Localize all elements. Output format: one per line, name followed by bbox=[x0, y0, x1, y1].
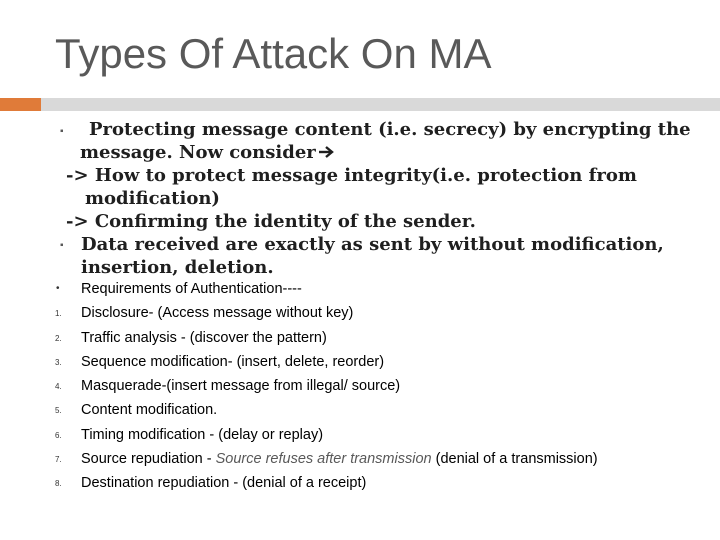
serif-line-1: Protecting message content (i.e. secrecy) by encrypting the bbox=[89, 119, 691, 140]
arrow-right-icon bbox=[318, 142, 334, 165]
serif-line-3: -> How to protect message integrity(i.e. protection from bbox=[66, 165, 637, 186]
list-item: Masquerade-(insert message from illegal/ source) bbox=[81, 378, 401, 394]
item-number: 3. bbox=[55, 358, 62, 367]
serif-line-4: modification) bbox=[85, 188, 220, 209]
item-text-part: Source repudiation - bbox=[81, 451, 216, 467]
accent-bar-orange bbox=[0, 98, 41, 111]
serif-line-2-text: message. Now consider bbox=[80, 142, 316, 163]
item-number: 7. bbox=[55, 455, 62, 464]
list-item: Content modification. bbox=[81, 402, 218, 418]
accent-bar-gray bbox=[41, 98, 720, 111]
item-number: 1. bbox=[55, 309, 62, 318]
item-number: 2. bbox=[55, 334, 62, 343]
item-number: 8. bbox=[55, 479, 62, 488]
list-item bbox=[81, 450, 598, 468]
list-item: Sequence modification- (insert, delete, reorder) bbox=[81, 354, 385, 370]
auth-heading: Requirements of Authentication---- bbox=[81, 281, 302, 297]
serif-line-7: insertion, deletion. bbox=[81, 257, 274, 278]
item-text-italic: Source refuses after transmission bbox=[215, 451, 432, 467]
item-number: 5. bbox=[55, 406, 62, 415]
list-item: Destination repudiation - (denial of a receipt) bbox=[81, 475, 367, 491]
bullet-dot: • bbox=[56, 283, 60, 294]
list-item: Timing modification - (delay or replay) bbox=[81, 427, 324, 443]
list-item: Disclosure- (Access message without key) bbox=[81, 305, 354, 321]
slide-title: Types Of Attack On MA bbox=[55, 30, 492, 77]
bullet-marker: ▪ bbox=[60, 240, 64, 251]
item-number: 6. bbox=[55, 431, 62, 440]
serif-line-6: Data received are exactly as sent by without modification, bbox=[81, 234, 664, 255]
bullet-marker: ▪ bbox=[60, 126, 64, 137]
serif-line-2 bbox=[80, 141, 334, 165]
list-item: Traffic analysis - (discover the pattern) bbox=[81, 330, 327, 346]
item-text-part: (denial of a transmission) bbox=[431, 451, 598, 467]
item-number: 4. bbox=[55, 382, 62, 391]
serif-line-5: -> Confirming the identity of the sender. bbox=[66, 211, 476, 232]
